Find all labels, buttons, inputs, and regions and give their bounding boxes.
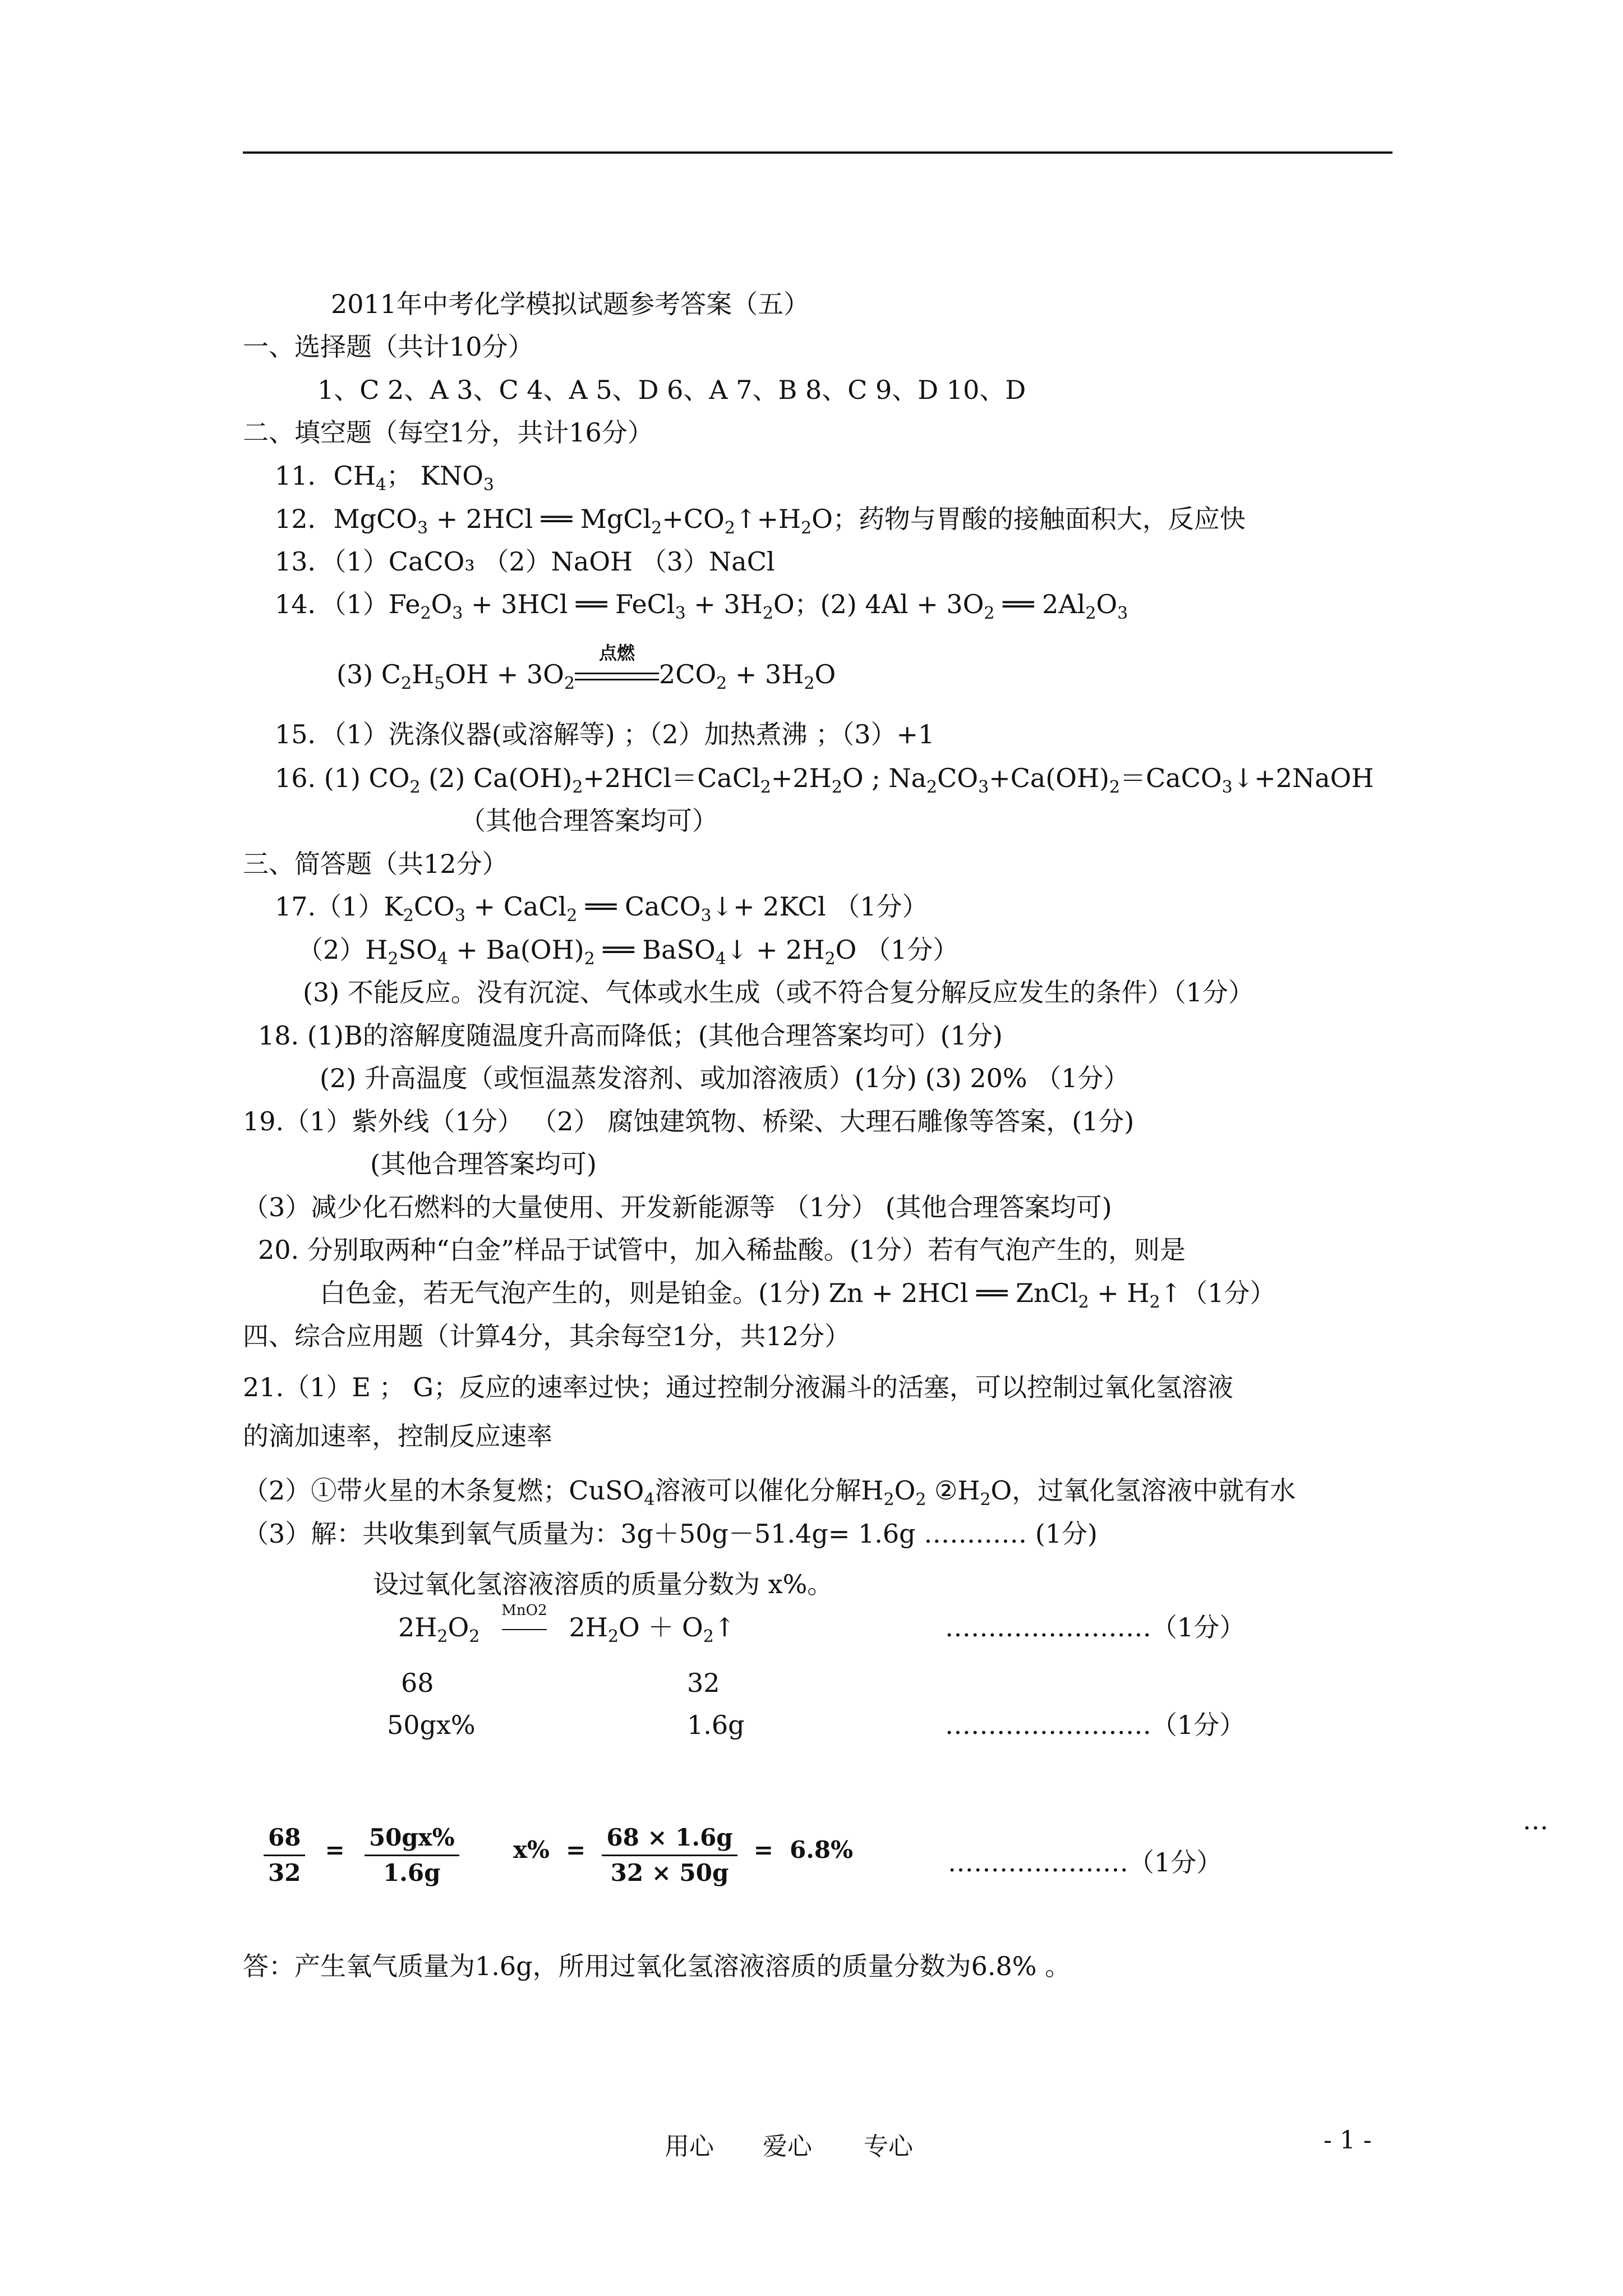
footer-text-2: 爱心 xyxy=(763,2132,812,2161)
q21-2: （2）①带火星的木条复燃；CuSO$_4$溶液可以催化分解$H_2O_2$ $②H_2O$，过氧化氢溶液中就有水 xyxy=(243,1475,1296,1510)
mass-50gx: 50gx% xyxy=(387,1710,476,1740)
assume-line: 设过氧化氢溶液溶质的质量分数为 x%。 xyxy=(373,1569,833,1599)
q15: 15．（1）洗涤仪器(或溶解等) ；（2）加热煮沸 ；（3）+1 xyxy=(275,719,935,749)
q20-1: 20. 分别取两种“白金”样品于试管中，加入稀盐酸。(1分）若有气泡产生的，则是 xyxy=(258,1235,1186,1265)
doc-title: 2011年中考化学模拟试题参考答案（五） xyxy=(331,289,810,319)
q17-2: $(2)H_2SO_4 + Ba(OH)_2$ ══ BaSO$_4$↓ + $2H_2O$ （1分） xyxy=(297,935,959,969)
mass-32: 32 xyxy=(687,1668,720,1698)
catalyst-label: MnO2 xyxy=(488,1611,561,1644)
q14-line1: 14．$(1)Fe_2O_3 + 3HCl$ ══ FeCl$_3$ + $3H_2O$；(2) $4Al + 3O_2$ ══ $2Al_2O_3$ xyxy=(275,589,1128,623)
result-equation: x% = $\frac{68 \times 1.6g}{32 \times 50g}$ = 6.8% xyxy=(513,1824,854,1887)
q18-2: (2) 升高温度（或恒温蒸发溶剂、或加溶液质）(1分) (3) 20% （1分） xyxy=(320,1063,1129,1093)
q12: 12．MgCO$_3$ + 2HCl ══ $MgCl_2+CO_2↑+H_2O$；药物与胃酸的接触面积大，反应快 xyxy=(275,504,1246,538)
q17-1: $17.(1)K_2CO_3$ + CaCl$_2$ ══ CaCO$_3$↓+ 2KCl （1分） xyxy=(275,891,928,926)
q11: 11．$CH_4$； $KNO_3$ xyxy=(275,461,494,495)
dots-2: ……………………（1分） xyxy=(945,1710,1246,1740)
q21-3: （3）解：共收集到氧气质量为：3g＋50g－51.4g= 1.6g ………… (1分) xyxy=(243,1519,1098,1549)
final-answer: 答：产生氧气质量为1.6g，所用过氧化氢溶液溶质的质量分数为6.8% 。 xyxy=(243,1951,1071,1981)
q16: 16. (1) $CO_2$ (2) $Ca(OH)_2+2HCl=CaCl_2+2H_2O$ ; $Na_2CO_3+Ca(OH)_2=CaCO_3↓+2NaOH$ xyxy=(275,763,1374,797)
q14-line2: (3) $C_2H_5OH + 3O_2$ 点燃 $2CO_2 + 3H_2O$ xyxy=(336,642,836,693)
section3-heading: 三、简答题（共12分） xyxy=(243,849,508,879)
q21-1: 21.（1）E ； G；反应的速率过快；通过控制分液漏斗的活塞，可以控制过氧化氢溶液 xyxy=(243,1372,1233,1402)
mass-68: 68 xyxy=(401,1668,434,1698)
fraction-68-32: $\frac{68}{32}$ xyxy=(264,1823,305,1888)
proportion-equation: $\frac{68}{32}$ = $\frac{50gx\%}{1.6g}$ xyxy=(264,1823,459,1888)
q19-1: 19.（1）紫外线（1分） （2） 腐蚀建筑物、桥梁、大理石雕像等答案，(1分) xyxy=(243,1106,1135,1137)
footer-text-1: 用心 xyxy=(665,2132,714,2161)
q17-3: (3) 不能反应。没有沉淀、气体或水生成（或不符合复分解反应发生的条件）（1分） xyxy=(303,977,1255,1007)
q20-2: 白色金，若无气泡产生的，则是铂金。(1分) Zn + 2HCl ══ ZnCl$_2$ + $H_2↑(1$分） xyxy=(320,1278,1276,1312)
section2-heading: 二、填空题（每空1分，共计16分） xyxy=(243,417,653,448)
ellipsis: … xyxy=(1523,1805,1548,1835)
q21-1b: 的滴加速率，控制反应速率 xyxy=(243,1421,552,1451)
page-number: - 1 - xyxy=(1324,2126,1372,2155)
dots-3: …………………（1分） xyxy=(948,1847,1223,1878)
q16-note: （其他合理答案均可） xyxy=(460,806,718,836)
section4-heading: 四、综合应用题（计算4分，其余每空1分，共12分） xyxy=(243,1321,851,1351)
q13: 13．（1）CaCO₃ （2）NaOH （3）NaCl xyxy=(275,546,775,577)
section1-heading: 一、选择题（共计10分） xyxy=(243,332,534,362)
ignition-condition: 点燃 xyxy=(575,657,659,691)
header-rule xyxy=(243,151,1393,154)
reaction-equation: $2H_2O_2$ MnO2 $2H_2O$ ＋ $O_2↑$ xyxy=(398,1602,736,1646)
mass-1.6g: 1.6g xyxy=(687,1710,745,1740)
q19-note: (其他合理答案均可) xyxy=(370,1149,597,1179)
footer-text-3: 专心 xyxy=(864,2132,913,2161)
dots-1: ……………………（1分） xyxy=(945,1612,1246,1642)
section1-answers: 1、C 2、A 3、C 4、A 5、D 6、A 7、B 8、C 9、D 10、D xyxy=(317,375,1026,405)
fraction-calc: $\frac{68 \times 1.6g}{32 \times 50g}$ xyxy=(602,1823,737,1888)
q18-1: 18. (1)B的溶解度随温度升高而降低；(其他合理答案均可）(1分) xyxy=(258,1020,1003,1051)
fraction-50gx-1.6g: $\frac{50gx\%}{1.6g}$ xyxy=(365,1823,459,1888)
q19-3: （3）减少化石燃料的大量使用、开发新能源等 （1分） (其他合理答案均可) xyxy=(243,1192,1112,1222)
